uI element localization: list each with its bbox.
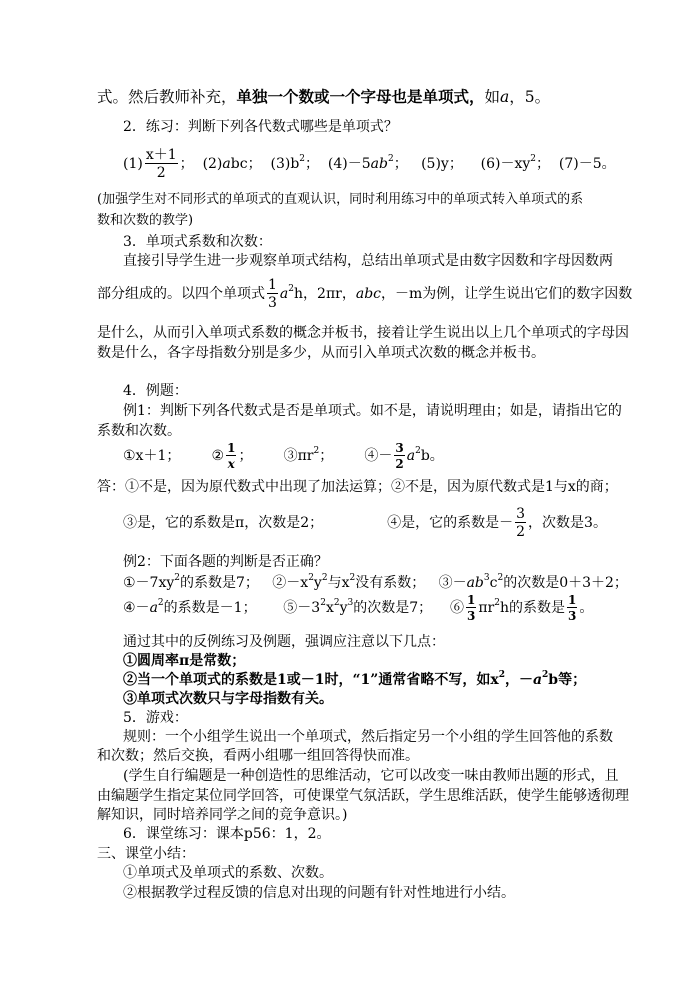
point-2-text: ②当一个单项式的系数是1或－1时，“1”通常省略不写，如x	[123, 672, 499, 688]
game-line-4: 由编题学生指定某位同学回答，可使课堂气氛活跃，学生思维活跃，使学生能够透彻理	[97, 788, 629, 804]
para-2-abc: abc	[355, 286, 381, 302]
section-5-title: 5．游戏：	[123, 710, 188, 726]
item-1-label: (1)	[123, 156, 143, 172]
intro-text-2: 如	[484, 88, 501, 106]
example-2-row-2	[123, 590, 593, 626]
answer-4-fraction	[515, 507, 526, 539]
item-6-sep: ；	[536, 156, 551, 172]
ex2-item-6-label: ⑥	[449, 600, 464, 616]
para-2-text-3: ，－m为例，让学生说出它们的数字因数	[381, 286, 633, 302]
ex1-item-2-numerator: 1	[227, 441, 236, 455]
summary-item-1: ①单项式及单项式的系数、次数。	[123, 865, 333, 881]
note-line-2: 数和次数的教学)	[97, 213, 194, 228]
item-1-sep: ；	[179, 156, 194, 172]
point-2-end: b等；	[548, 672, 587, 688]
point-2-exp-2: 2	[542, 670, 549, 681]
ex2-item-1-exp: 2	[174, 573, 180, 584]
item-7: (7)－5。	[558, 156, 616, 172]
ex2-item-4-rest: 的系数是－1；	[163, 600, 257, 616]
example-1-line-1: 例1：判断下列各代数式是否是单项式。如不是，请说明理由；如是，请指出它的	[123, 403, 622, 419]
example-1-line-2: 系数和次数。	[97, 423, 181, 439]
item-4-var: ab	[370, 156, 388, 172]
ex1-item-3: ③πr	[283, 448, 314, 464]
item-4-exp: 2	[387, 154, 394, 165]
game-line-3: (学生自行编题是一种创造性的思维活动，它可以改变一味由教师出题的形式，且	[123, 768, 619, 784]
item-1-denominator: 2	[156, 165, 166, 181]
point-2	[123, 671, 586, 689]
ex2-item-2-exp-1: 2	[308, 573, 314, 584]
ex1-item-4-exp: 2	[415, 446, 421, 457]
ex2-item-5-x: x	[325, 600, 334, 616]
ex2-item-6-pir: πr	[478, 600, 495, 616]
ex1-item-4-label: ④－	[364, 448, 393, 464]
ex2-item-6-end: 。	[579, 600, 594, 616]
para-4: 数是什么，各字母指数分别是多少，从而引入单项式次数的概念并板书。	[97, 345, 545, 361]
ex2-item-4: ④－	[123, 600, 150, 616]
ex1-item-2-label: ②	[211, 448, 225, 464]
item-1-numerator: x＋1	[145, 147, 177, 163]
item-2-var: a	[222, 156, 231, 172]
practice-items	[123, 142, 616, 186]
item-4: (4)－5	[327, 156, 371, 172]
ex2-item-2-exp-3: 2	[349, 573, 356, 584]
ex2-item-5-exp-3: 3	[347, 598, 354, 609]
ex2-item-6-exp: 2	[494, 598, 500, 609]
ex2-item-2-mid: 与x	[327, 575, 350, 591]
ex1-item-2-fraction	[226, 442, 236, 470]
item-2-label: (2)	[202, 156, 223, 172]
answer-line-2	[123, 501, 607, 545]
ex2-item-6-fraction-2	[567, 594, 577, 622]
item-3: (3)b	[270, 156, 300, 172]
ex1-item-4-rest: b。	[420, 448, 444, 464]
ex2-item-6-mid: h的系数是	[499, 600, 565, 616]
para-3: 是什么，从而引入单项式系数的概念并板书，接着让学生说出以上几个单项式的字母因	[97, 325, 629, 341]
para-2	[97, 272, 632, 316]
para-2-text: 部分组成的。以四个单项式	[97, 286, 265, 302]
intro-line	[97, 88, 550, 106]
example-2-title: 例2：下面各题的判断是否正确？	[123, 554, 328, 570]
intro-text-3: ，5。	[509, 88, 551, 106]
point-2-exp-1: 2	[498, 670, 505, 681]
ex1-item-3-sep: ；	[319, 448, 334, 464]
ex2-item-5-exp-1: 2	[320, 598, 326, 609]
ex2-item-5-exp-2: 2	[333, 598, 340, 609]
para-1: 直接引导学生进一步观察单项式结构，总结出单项式是由数字因数和字母因数两	[123, 253, 613, 269]
ex1-item-2-denominator: x	[227, 457, 235, 471]
ex1-item-1: ①x＋1；	[123, 448, 181, 464]
ex2-item-1: ①－7xy	[123, 575, 175, 591]
section-4-title: 4．例题：	[123, 383, 188, 399]
ex2-item-6-fraction	[466, 594, 476, 622]
summary-title: 三、课堂小结：	[97, 846, 195, 862]
game-line-1: 规则：一个小组学生说出一个单项式，然后指定另一个小组的学生回答他的系数	[123, 729, 613, 745]
item-3-sep: ；	[305, 156, 320, 172]
ex1-item-4-var: a	[406, 448, 416, 464]
counter-example-line: 通过其中的反例练习及例题，强调应注意以下几点：	[123, 634, 445, 650]
answer-3: ③是，它的系数是π，次数是2；	[123, 515, 324, 531]
ex2-item-6-denominator: 3	[466, 609, 476, 623]
ex2-item-3-var: ab	[466, 575, 484, 591]
ex2-item-2-y: y	[313, 575, 322, 591]
answer-4-denominator: 2	[516, 524, 526, 540]
item-6: (6)－xy	[480, 156, 531, 172]
ex2-item-5: ⑤－3	[283, 600, 321, 616]
item-5: (5)y；	[421, 156, 463, 172]
item-2-rest: bc；	[230, 156, 262, 172]
game-line-2: 和次数；然后交换，看两小组哪一组回答得快而准。	[97, 748, 419, 764]
ex2-item-4-var: a	[149, 600, 158, 616]
example-1-items	[123, 438, 444, 474]
ex2-item-3-c: c	[489, 575, 498, 591]
ex1-item-2-sep: ；	[238, 448, 253, 464]
item-3-exp: 2	[299, 154, 306, 165]
note-line-1: (加强学生对不同形式的单项式的直观认识，同时利用练习中的单项式转入单项式的系	[97, 192, 584, 207]
intro-bold-text: 单独一个数或一个字母也是单项式，	[236, 87, 485, 106]
answer-4-numerator: 3	[516, 506, 526, 522]
ex2-item-3-exp-2: 2	[497, 573, 504, 584]
item-6-exp: 2	[530, 154, 537, 165]
ex2-item-1-rest: 的系数是7；	[180, 575, 259, 591]
ex2-item-6-numerator-2: 1	[568, 593, 577, 607]
ex2-item-2-exp-2: 2	[321, 573, 328, 584]
ex1-item-3-exp: 2	[313, 446, 320, 457]
answer-4: ④是，它的系数是－	[387, 515, 514, 531]
ex2-item-6-numerator: 1	[466, 593, 476, 607]
practice-title: 2．练习：判断下列各代数式哪些是单项式？	[123, 119, 398, 135]
point-2-var: a	[532, 672, 543, 688]
item-4-sep: ；	[393, 156, 408, 172]
summary-item-2: ②根据教学过程反馈的信息对出现的问题有针对性地进行小结。	[123, 885, 515, 901]
ex1-item-4-fraction	[394, 442, 404, 470]
answer-4-rest: ，次数是3。	[528, 515, 607, 531]
section-6-title: 6．课堂练习：课本p56：1，2。	[123, 826, 331, 842]
section-3-title: 3．单项式系数和次数：	[123, 234, 272, 250]
game-line-5: 解知识，同时培养同学之间的竞争意识。)	[97, 807, 348, 823]
point-2-mid: ，－	[504, 672, 533, 688]
ex2-item-4-exp: 2	[157, 598, 164, 609]
ex2-item-5-rest: 的次数是7；	[353, 600, 433, 616]
point-1: ①圆周率π是常数；	[123, 653, 246, 669]
ex2-item-3-exp-1: 3	[483, 573, 490, 584]
intro-text: 式。然后教师补充，	[97, 88, 237, 106]
item-1-fraction	[145, 148, 178, 180]
point-3: ③单项式次数只与字母指数有关。	[123, 691, 333, 707]
answer-line-1: 答：①不是，因为原代数式中出现了加法运算；②不是，因为原代数式是1与x的商；	[97, 479, 618, 495]
ex2-item-6-denominator-2: 3	[568, 609, 577, 623]
ex2-item-5-y: y	[339, 600, 348, 616]
ex1-item-4-denominator: 2	[395, 457, 404, 471]
ex1-item-4-numerator: 3	[395, 441, 404, 455]
ex2-item-3: ③－	[438, 575, 467, 591]
para-2-exp: 2	[288, 284, 295, 295]
intro-var: a	[500, 88, 510, 106]
para-2-var: a	[279, 286, 289, 302]
para-2-denominator: 3	[268, 295, 277, 311]
para-2-fraction	[267, 278, 278, 310]
ex2-item-2: ②－x	[272, 575, 309, 591]
para-2-text-2: h，2πr，	[294, 286, 356, 302]
para-2-numerator: 1	[268, 277, 277, 293]
ex2-item-3-rest: 的次数是0＋3＋2；	[503, 575, 628, 591]
ex2-item-2-rest: 没有系数；	[355, 575, 426, 591]
